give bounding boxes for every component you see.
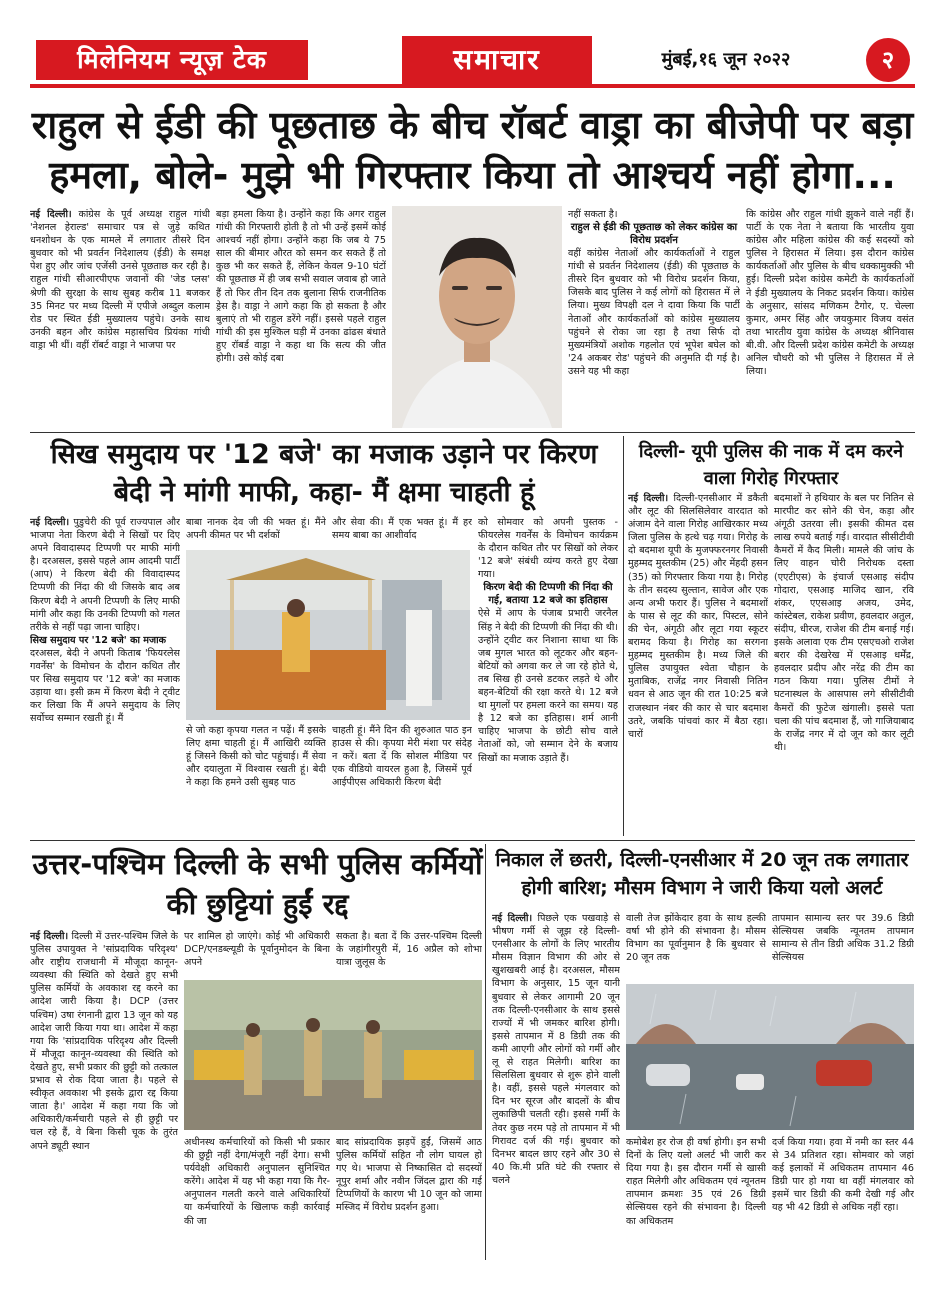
story2-col2-bottom: से जो कहा कृपया गलत न पढ़ें। मैं इसके लिए क्षमा चाहती हूं। मैं आखिरी व्यक्ति हूं जिसने किसी को चोट पहुंचाई। मैं सेवा और दयालुता में विश्वास रखती हूं। बेदी ने कहा कि हमने उसी सुबह पाठ: [186, 725, 326, 789]
story4-col2-bottom: अधीनस्थ कर्मचारियों को किसी भी प्रकार की छुट्टी नहीं देगा/मंजूरी नहीं देगा। सभी पर्यवेक्षी अधिकारी अनुपालन सुनिश्चित करेंगे। आदेश में यह भी कहा गया कि गैर-अनुपालन गलती करने वाले अधिकारियों या कर्मचारियों के खिलाफ कड़ी कार्रवाई की जा: [184, 1137, 330, 1227]
story4-col3-bottom: बाद सांप्रदायिक झड़पें हुईं, जिसमें आठ पुलिस कर्मियों सहित नौ लोग घायल हो गए थे। भाजपा से निष्कासित दो सदस्यों नूपुर शर्मा और नवीन जिंदल द्वारा की गई टिप्पणियों के कारण भी 10 जून को जामा मस्जिद में विरोध प्रदर्शन हुआ।: [336, 1137, 482, 1214]
story3-col1-text: दिल्ली-एनसीआर में डकैती और लूट की सिलसिलेवार वारदात को अंजाम देने वाला गिरोह आखिरकार मध्य जिला पुलिस के हत्थे चढ़ गया। गिरोह के दो बदमाश यूपी के मुजफ्फरनगर निवासी मुहम्मद मुस्तकीम (25) और मेंहदी हसन (35) को गिरफ्तार किया गया है। गिरोह के तीन सदस्य सुल्तान, सावेज और एक अन्य अभी फरार हैं। पुलिस ने बदमाशों के पास से लूट की कार, पिस्टल, सोने की चेन, अंगूठी और लूटा गया स्कूटर बरामद किया है। गिरोह का सरगना मुहम्मद मुस्तकीम है। मध्य जिले की पुलिस उपायुक्त श्वेता चौहान के मुताबिक, राजेंद्र नगर निवासी नितिन धवन से आठ जून की रात 10:25 बजे राजस्थान नंबर की कार से चार बदमाश उतरे, जबकि पांचवां कार में बैठा रहा। चारों: [628, 493, 768, 740]
story4-col1: [30, 930, 178, 1260]
story5-photo: [626, 984, 914, 1130]
story4-col2-top: पर शामिल हो जाएंगे। कोई भी अधिकारी DCP/एनडब्ल्यूडी के पूर्वानुमोदन के बिना अपने: [184, 931, 330, 969]
story5-headline: निकाल लें छतरी, दिल्ली-एनसीआर में 20 जून तक लगातार होगी बारिश; मौसम विभाग ने जारी किया यलो अलर्ट: [495, 849, 909, 899]
story1-col1-text: कांग्रेस के पूर्व अध्यक्ष राहुल गांधी 'नेशनल हेराल्ड' समाचार पत्र से जुड़े कथित धनशोधन के एक मामले में लगातार तीसरे दिन बुधवार को भी प्रवर्तन निदेशालय (ईडी) के समक्ष पेश हुए और जांच एजेंसी उनसे पूछताछ कर रही है। राहुल गांधी सीआरपीएफ जवानों की 'जेड प्लस' श्रेणी की सुरक्षा के साथ सुबह करीब 11 बजकर 35 मिनट पर मध्य दिल्ली में एपीजे अब्दुल कलाम रोड पर स्थित ईडी मुख्यालय पहुंचे। उनके साथ उनकी बहन और कांग्रेस महासचिव प्रियंका गांधी वाड्रा भी थीं। वहीं रॉबर्ट वाड्रा ने भाजपा पर: [30, 209, 210, 351]
story1-subhead: राहुल से ईडी की पूछताछ को लेकर कांग्रेस का विरोध प्रदर्शन: [570, 222, 738, 247]
brand-title: मिलेनियम न्यूज़ टेक: [36, 40, 308, 80]
story1-col2: बड़ा हमला किया है। उन्होंने कहा कि अगर राहुल गांधी की गिरफ्तारी होती है तो भी उन्हें इसमें कोई आश्चर्य नहीं होगा। उन्होंने कहा कि जब ये 75 साल की बीमार औरत को समन कर सकते हैं तो कुछ भी कर सकते हैं, लेकिन केवल 9-10 घंटों की पूछताछ में ही जब सभी सवाल जवाब हो जाते हैं तो फिर तीन दिन तक बुलाना सिर्फ राजनीतिक ड्रेस है। वाड्रा ने आगे कहा कि हो सकता है और बुलाएं तो भी राहुल डरेंगे नहीं। इससे पहले राहुल गांधी की इस मुश्किल घड़ी में उनका ढांढस बंधाते हुए रॉबर्ड वाड्रा ने कहा था कि सत्य की जीत होगी। उसे कोई दबा: [216, 209, 386, 365]
gurudwara-photo-icon: [186, 550, 470, 720]
story2-col4b-text: ऐसे में आप के पंजाब प्रभारी जरनैल सिंह ने बेदी की टिप्पणी की निंदा की थी। उन्होंने ट्वीट कर निशाना साधा था कि जब मुगल भारत को लूटकर और बहन-बेटियों को अगवा कर ले जा रहे होते थे, तब सिख ही उनसे डटकर लड़ते थे और बहन-बेटियों की रक्षा करते थे। 12 बजे था मुगलों पर हमला करने का समय। यह है 12 बजे का इतिहास। शर्म आनी चाहिए भाजपा के छोटी सोच वाले नेताओं को, जो सम्मान देने के बजाय सिखों का मजाक उड़ाते हैं।: [478, 608, 618, 764]
story2-dateline: नई दिल्ली।: [30, 517, 70, 528]
story1-col1: [30, 208, 210, 430]
story2-col3-bottom: चाहती हूं। मैंने दिन की शुरुआत पाठ इन हाउस से की। कृपया मेरी मंशा पर संदेह न करें। बता दें कि सोशल मीडिया पर एक वीडियो वायरल हुआ है, जिसमें पूर्व आईपीएस अधिकारी किरण बेदी: [332, 725, 472, 789]
issue-date: मुंबई,१६ जून २०२२: [661, 49, 791, 70]
story3-dateline: नई दिल्ली।: [628, 493, 669, 504]
story2-col4a-text: को सोमवार को अपनी पुस्तक - फीयरलेस गवर्नेंस के विमोचन कार्यक्रम के दौरान कथित तौर पर सिखों को लेकर '12 बजे' संबंधी व्यंग्य करते हुए देखा गया।: [478, 517, 618, 581]
story2-subhead2: किरण बेदी की टिप्पणी की निंदा की गई, बताया 12 बजे का इतिहास: [483, 582, 613, 607]
story5-col1-text: पिछले एक पखवाड़े से भीषण गर्मी से जूझ रहे दिल्ली-एनसीआर के लोगों के लिए भारतीय मौसम विज्ञान विभाग की ओर से खुशखबरी आई है। दरअसल, मौसम विभाग के अनुसार, 15 जून यानी बुधवार से लेकर आगामी 20 जून तक दिल्ली-एनसीआर के साथ इससे राज्यों में भी जमकर बारिश होगी। इससे तापमान में 8 डिग्री तक की कमी आएगी और लोगों को गर्मी और लू से राहत मिलेगी। बारिश का सिलसिला बुधवार से शुरू होने वाली है। वहीं, इससे पहले मंगलवार को दिन भर सूरज और बादलों के बीच लुकाछिपी चलती रही। इससे गर्मी के तेवर कुछ नरम पड़े तो तापमान में भी गिरावट दर्ज की गई। बुधवार को दिनभर बादल छाए रहने और 30 से 40 कि.मी प्रति घंटे की रफ्तार से चलने: [492, 913, 620, 1186]
rain-photo-icon: [626, 984, 914, 1130]
story1-col4: कि कांग्रेस और राहुल गांधी झुकने वाले नहीं हैं। पार्टी के एक नेता ने बताया कि भारतीय युवा कांग्रेस और महिला कांग्रेस की कई सदस्यों को पुलिस ने हिरासत में लिया। इस दौरान कांग्रेस कार्यकर्ताओं और पुलिस के बीच धक्कामुक्की भी हुई। दिल्ली प्रदेश कांग्रेस कमेटी के कार्यकर्ताओं ने ईडी मुख्यालय के निकट प्रदर्शन किया। कांग्रेस के अनुसार, सांसद मणिकम टैगोर, ए. चेल्ला कुमार, अमर सिंह और जयकुमार विजय वसंत तथा भारतीय युवा कांग्रेस के अध्यक्ष श्रीनिवास बी.वी. और दिल्ली प्रदेश कांग्रेस कमेटी के अध्यक्ष अनिल चौधरी को भी पुलिस ने हिरासत में ले लिया।: [746, 209, 914, 378]
story2-col1-text: पुडुचेरी की पूर्व राज्यपाल और भाजपा नेता किरण बेदी ने सिखों पर दिए अपने विवादास्पद टिप्पणी पर माफी मांगी है। दरअसल, इससे पहले आम आदमी पार्टी (आप) ने किरण बेदी की विवादास्पद टिप्पणी की निंदा की थी जिसके बाद अब किरण बेदी ने अपनी टिप्पणी के लिए माफी मांगी और कहा कि उनकी टिप्पणी को गलत तरीके से नहीं पढ़ा जाना चाहिए।: [30, 517, 180, 633]
story2-headline: सिख समुदाय पर '12 बजे' का मजाक उड़ाने पर किरण बेदी ने मांगी माफी, कहा- मैं क्षमा चाहती हूं: [50, 439, 598, 508]
story2-col4: [478, 516, 618, 834]
story1-headline: राहुल से ईडी की पूछताछ के बीच रॉबर्ट वाड्रा का बीजेपी पर बड़ा हमला, बोले- मुझे भी गिरफ्तार किया तो आश्चर्य नहीं होगा...: [31, 103, 914, 197]
story2-col1: [30, 516, 180, 834]
story2-photo: [186, 550, 470, 720]
story2-col1b-text: दरअसल, बेदी ने अपनी किताब 'फियरलेस गवर्नेंस' के विमोचन के दौरान कथित तौर पर सिख समुदाय पर '12 बजे' का मजाक उड़ाया था। इसी क्रम में किरण बेदी ने ट्वीट कर लिखा कि मैं अपने समुदाय के लिए सर्वोच्च सम्मान रखती हूं। मैं: [30, 647, 180, 725]
divider-1: [30, 432, 915, 433]
story2-col2-top: बाबा नानक देव जी की भक्त हूं। मैंने अपनी कीमत पर भी दर्शकों: [186, 517, 326, 542]
divider-2: [623, 436, 624, 836]
story4-col3-top: सकता है। बता दें कि उत्तर-पश्चिम दिल्ली के जहांगीरपुरी में, 16 अप्रैल को शोभा यात्रा जुलूस के: [336, 931, 482, 969]
story3-col1: [628, 492, 768, 836]
story1-col3: [568, 208, 740, 430]
portrait-photo-icon: [392, 206, 562, 428]
story3-col2: बदमाशों ने हथियार के बल पर नितिन से मारपीट कर सोने की चेन, कड़ा और अंगूठी उतरवा ली। इसकी कीमत दस लाख रुपये बताई गई। वारदात सीसीटीवी कैमरों में कैद मिली। मामले की जांच के लिए वाहन चोरी निरोधक दस्ता (एएटीएस) के इंचार्ज एसआइ संदीप गोदारा, एसआइ माजिद खान, रवि शंकर, एएसआइ अजय, उमेद, कांस्टेबल, राकेश प्रवीण, हवलदार अतुल, संदीप, धीरज, राजेश की टीम बनाई गई। इसके अलावा एक टीम एसएचओ राजेश बरार की देखरेख में एसआइ धर्मेंद्र, हवलदार प्रदीप और नरेंद्र की टीम का गठन किया गया। पुलिस टीमों ने घटनास्थल के आसपास लगे सीसीटीवी कैमरों की फुटेज खंगाली। इससे पता चला की पांच बदमाश हैं, जो गाजियाबाद के राजेंद्र नगर में दो जून को कार लूटी थी।: [774, 493, 914, 753]
story1-photo: [392, 206, 562, 428]
story5-col1: [492, 912, 620, 1260]
story5-col2-bottom: कमोबेश हर रोज ही वर्षा होगी। इन सभी दिनों के लिए यलो अलर्ट भी जारी कर दिया गया है। इस दौरान गर्मी से खासी राहत मिलेगी और अधिकतम एवं न्यूनतम तापमान क्रमशः 35 एवं 26 डिग्री सेल्सियस रहने की संभावना है। दिल्ली का अधिकतम: [626, 1137, 766, 1227]
masthead-rule: [30, 84, 915, 88]
story4-photo: [184, 980, 482, 1130]
police-photo-icon: [184, 980, 482, 1130]
story2-col3-top: और सेवा की। मैं एक भक्त हूं। मैं हर समय बाबा का आशीर्वाद: [332, 517, 472, 542]
divider-3: [30, 840, 915, 841]
story5-dateline: नई दिल्ली।: [492, 913, 533, 924]
story1-col3-text: वहीं कांग्रेस नेताओं और कार्यकर्ताओं ने राहुल गांधी से प्रवर्तन निदेशालय (ईडी) की पूछताछ के तीसरे दिन बुधवार को भी विरोध प्रदर्शन किया, जिसके बाद पुलिस ने कई लोगों को हिरासत में ले लिया। मुख्य विपक्षी दल ने दावा किया कि पार्टी नेताओं और कार्यकर्ताओं को कांग्रेस मुख्यालय पहुंचने से रोका जा रहा है तथा सिर्फ दो मुख्यमंत्रियों अशोक गहलोत एवं भूपेश बघेल को '24 अकबर रोड' पहुंचने की अनुमति दी गई है। उसने यह भी कहा: [568, 248, 740, 377]
story5-col3-bottom: दर्ज किया गया। हवा में नमी का स्तर 44 से 34 प्रतिशत रहा। सोमवार को जहां कई इलाकों में अधिकतम तापमान 46 डिग्री पार हो गया था वहीं मंगलवार को इसमें चार डिग्री की कमी देखी गई और यह भी 42 डिग्री से अधिक नहीं रहा।: [772, 1137, 914, 1214]
story4-col1-text: दिल्ली में उत्तर-पश्चिम जिले के पुलिस उपायुक्त ने 'सांप्रदायिक परिदृश्य' और राष्ट्रीय राजधानी में मौजूदा कानून-व्यवस्था की स्थिति को देखते हुए सभी पुलिस कर्मियों के अवकाश रद्द करने का आदेश जारी किया है। DCP (उत्तर पश्चिम) उषा रंगनानी द्वारा 13 जून को यह आदेश जारी किया गया था। आदेश में कहा गया कि 'सांप्रदायिक परिदृश्य और दिल्ली में मौजूदा कानून-व्यवस्था की स्थिति को देखते हुए, सभी प्रकार की छुट्टी को तत्काल प्रभाव से रोक दिया जाता है। पहले से स्वीकृत अवकाश भी इसके द्वारा रद्द किया जाता है।' आदेश में कहा गया कि जो अधिकारी/कर्मचारी पहले से ही छुट्टी पर चल रहे हैं, वे बिना किसी चूक के तुरंत अपने ड्यूटी स्थान: [30, 931, 178, 1152]
story1-dateline: नई दिल्ली।: [30, 209, 72, 220]
story5-col2-top: वाली तेज झोंकेदार हवा के साथ हल्की वर्षा भी होने की संभावना है। मौसम विभाग का पूर्वानुमान है कि बुधवार से 20 जून तक: [626, 913, 766, 964]
story2-subhead1: सिख समुदाय पर '12 बजे' का मजाक: [30, 634, 166, 646]
masthead: [30, 34, 915, 88]
story5-col3-top: तापमान सामान्य स्तर पर 39.6 डिग्री सेल्सियस जबकि न्यूनतम तापमान सामान्य से तीन डिग्री अधिक 31.2 डिग्री सेल्सियस: [772, 913, 914, 964]
story4-dateline: नई दिल्ली।: [30, 931, 69, 942]
page-number: २: [866, 38, 910, 82]
story3-headline: दिल्ली- यूपी पुलिस की नाक में दम करने वाला गिरोह गिरफ्तार: [638, 441, 904, 489]
section-label: समाचार: [402, 36, 592, 84]
divider-4: [485, 844, 486, 1260]
story1-col3-top: नहीं सकता है।: [568, 209, 618, 220]
story4-headline: उत्तर-पश्चिम दिल्ली के सभी पुलिस कर्मियों की छुट्टियां हुईं रद्द: [32, 847, 483, 921]
